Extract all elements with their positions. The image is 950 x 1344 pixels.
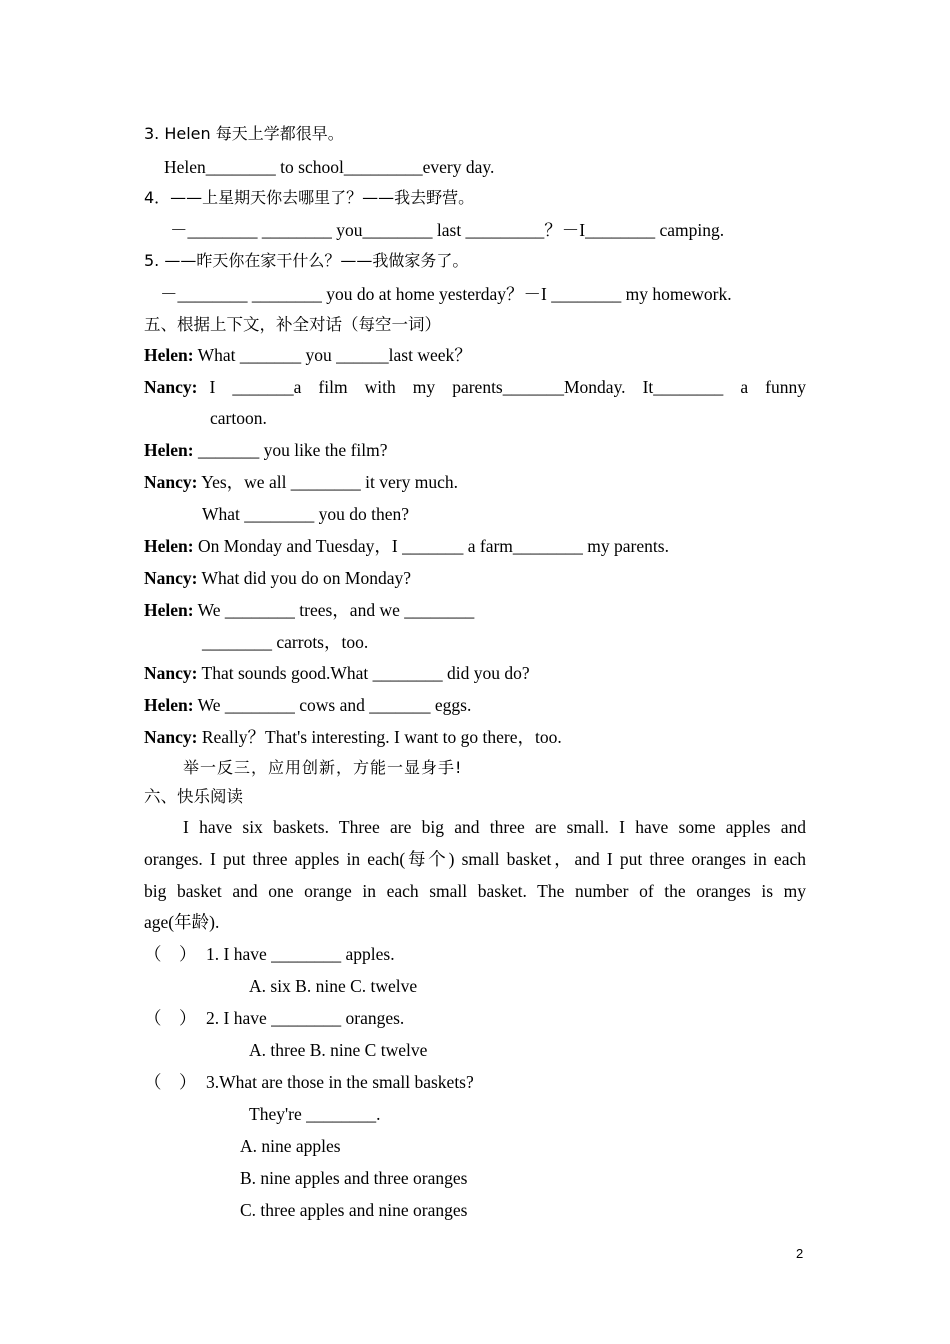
speaker: Nancy: <box>144 472 198 492</box>
item-3-english: Helen________ to school_________every day. <box>164 157 495 177</box>
dialogue-text: We ________ trees，and we ________ <box>193 600 475 620</box>
section-6-heading: 六、快乐阅读 <box>144 787 243 806</box>
question-text: 1. I have ________ apples. <box>206 944 395 964</box>
dialogue-line <box>144 599 806 621</box>
question-3-stem: They're ________. <box>249 1104 381 1124</box>
dialogue-line <box>144 726 806 748</box>
question-text: 3.What are those in the small baskets? <box>206 1072 474 1092</box>
speaker: Nancy: <box>144 568 198 588</box>
speaker: Nancy: <box>144 663 198 683</box>
question-3-option-a: A. nine apples <box>240 1136 341 1156</box>
dialogue-text: That sounds good.What ________ did you do? <box>197 663 530 683</box>
question-text: 2. I have ________ oranges. <box>206 1008 405 1028</box>
dialogue-line <box>144 535 806 557</box>
answer-blank[interactable]: （ ） <box>144 1008 197 1028</box>
dialogue-text: Yes，we all ________ it very much. <box>197 472 459 492</box>
dialogue-text: What ________ you do then? <box>202 504 410 524</box>
speaker: Helen: <box>144 440 194 460</box>
question-3 <box>144 1071 806 1093</box>
dialogue-text-continued: ________ carrots，too. <box>202 632 369 652</box>
question-3-option-b: B. nine apples and three oranges <box>240 1168 468 1188</box>
dialogue-text: _______ you like the film? <box>193 440 388 460</box>
dialogue-text-continued: cartoon. <box>210 408 267 428</box>
passage-line: age(年龄). <box>144 912 220 932</box>
speaker: Helen: <box>144 600 194 620</box>
dialogue-text: What _______ you ______last week？ <box>193 345 472 365</box>
speaker: Helen: <box>144 536 194 556</box>
dialogue-text: We ________ cows and _______ eggs. <box>193 695 472 715</box>
passage-line: oranges. I put three apples in each(每个) small basket，and I put three oranges in each <box>144 849 806 869</box>
dialogue-text: On Monday and Tuesday，I _______ a farm________ my parents. <box>193 536 669 556</box>
speaker: Nancy: <box>144 727 198 747</box>
passage-line: big basket and one orange in each small basket. The number of the oranges is my <box>144 881 806 901</box>
question-2 <box>144 1007 806 1029</box>
dialogue-line <box>144 567 806 589</box>
dialogue-line <box>144 439 806 461</box>
passage-line: I have six baskets. Three are big and three are small. I have some apples and <box>183 817 806 837</box>
question-3-option-c: C. three apples and nine oranges <box>240 1200 468 1220</box>
motto: 举一反三，应用创新，方能一显身手! <box>183 758 463 777</box>
item-5-english: －________ ________ you do at home yesterday？－I ________ my homework. <box>160 284 732 304</box>
answer-blank[interactable]: （ ） <box>144 1072 197 1092</box>
dialogue-line <box>144 344 806 366</box>
item-3-chinese: 3. Helen 每天上学都很早。 <box>144 124 344 143</box>
speaker: Helen: <box>144 345 194 365</box>
question-2-options: A. three B. nine C twelve <box>249 1040 428 1060</box>
question-1 <box>144 943 806 965</box>
dialogue-line <box>144 376 806 398</box>
item-4-chinese: 4．——上星期天你去哪里了？——我去野营。 <box>144 188 475 207</box>
dialogue-line <box>144 662 806 684</box>
page-number: 2 <box>796 1246 804 1261</box>
answer-blank[interactable]: （ ） <box>144 944 197 964</box>
dialogue-text: I _______a film with my parents_______Monday. It________ a funny <box>209 377 806 397</box>
item-4-english: －________ ________ you________ last _________？－I________ camping. <box>170 220 725 240</box>
dialogue-line <box>144 471 806 493</box>
question-1-options: A. six B. nine C. twelve <box>249 976 418 996</box>
dialogue-text: What did you do on Monday? <box>197 568 412 588</box>
item-5-chinese: 5. ——昨天你在家干什么？——我做家务了。 <box>144 251 469 270</box>
speaker: Helen: <box>144 695 194 715</box>
dialogue-text: Really？That's interesting. I want to go there，too. <box>197 727 562 747</box>
dialogue-line <box>144 694 806 716</box>
section-5-heading: 五、根据上下文，补全对话（每空一词） <box>144 315 441 334</box>
speaker: Nancy: <box>144 377 198 397</box>
